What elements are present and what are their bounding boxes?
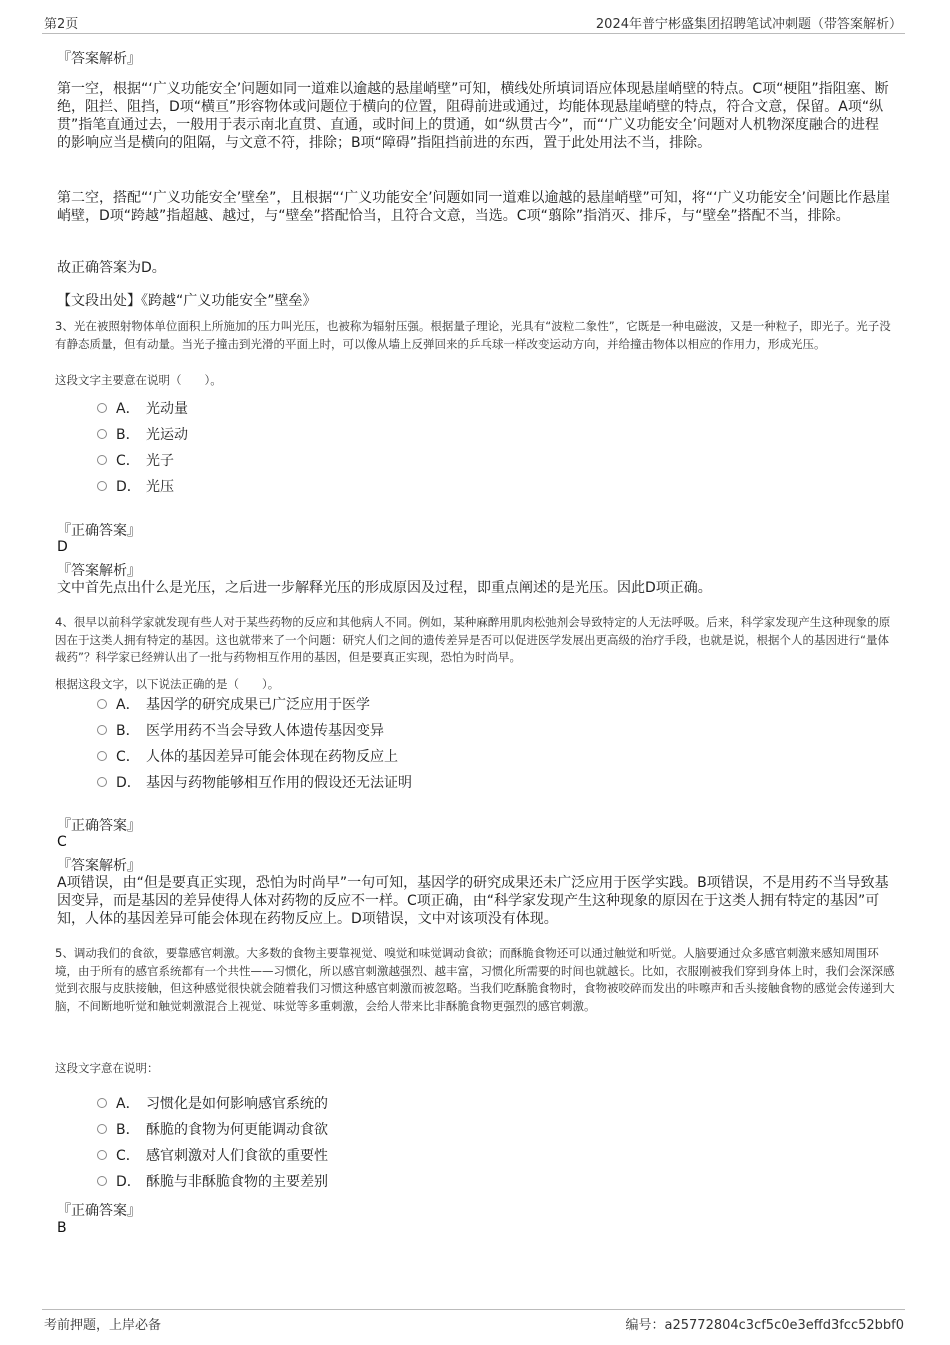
option-c[interactable]: C． 光子 xyxy=(97,451,174,471)
option-c[interactable]: C． 感官刺激对人们食欲的重要性 xyxy=(97,1146,328,1166)
analysis-paragraph: 第二空，搭配“‘广义功能安全’壁垒”，且根据“‘广义功能安全’问题如同一道难以逾越的悬崖峭壁”可知，将“‘广义功能安全’问题比作悬崖峭壁，D项“跨越”指超越、越过，与“壁垒”搭配恰当，且符合文意，当选。C项“翦除”指消灭、排斥，与“壁垒”搭配不当，排除。 xyxy=(57,190,890,224)
option-c[interactable]: C． 人体的基因差异可能会体现在药物反应上 xyxy=(97,747,398,767)
option-d[interactable]: D． 基因与药物能够相互作用的假设还无法证明 xyxy=(97,773,412,793)
option-a[interactable]: A． 光动量 xyxy=(97,399,188,419)
radio-icon[interactable] xyxy=(97,1124,107,1134)
radio-icon[interactable] xyxy=(97,1150,107,1160)
option-a[interactable]: A． 习惯化是如何影响感官系统的 xyxy=(97,1094,328,1114)
analysis-label: 『答案解析』 xyxy=(57,858,141,874)
footer-divider xyxy=(42,1309,905,1310)
radio-icon[interactable] xyxy=(97,429,107,439)
correct-answer-label: 『正确答案』 xyxy=(57,818,141,834)
option-d[interactable]: D． 光压 xyxy=(97,477,174,497)
radio-icon[interactable] xyxy=(97,725,107,735)
source-citation: 【文段出处】《跨越“广义功能安全”壁垒》 xyxy=(57,293,317,309)
option-b[interactable]: B． 光运动 xyxy=(97,425,188,445)
radio-icon[interactable] xyxy=(97,481,107,491)
radio-icon[interactable] xyxy=(97,751,107,761)
option-b[interactable]: B． 酥脆的食物为何更能调动食欲 xyxy=(97,1120,328,1140)
analysis-label: 『答案解析』 xyxy=(57,51,141,67)
radio-icon[interactable] xyxy=(97,455,107,465)
document-id: 编号：a25772804c3cf5c0e3effd3fcc52bbf0 xyxy=(625,1318,904,1333)
radio-icon[interactable] xyxy=(97,1176,107,1186)
footer-slogan: 考前押题，上岸必备 xyxy=(44,1318,162,1333)
analysis-paragraph: A项错误，由“但是要真正实现，恐怕为时尚早”一句可知，基因学的研究成果还未广泛应用于医学实践。B项错误，不是用药不当导致基因变异，而是基因的差异使得人体对药物的反应不一样。C项正确，由“科学家发现产生这种现象的原因在于这类人拥有特定的基因”可知，人体的基因差异可能会体现在药物反应上。D项错误，文中对该项没有体现。 xyxy=(57,875,889,927)
document-title: 2024年普宁彬盛集团招聘笔试冲刺题（带答案解析） xyxy=(595,17,902,32)
question-stem: 5、调动我们的食欲，要靠感官刺激。大多数的食物主要靠视觉、嗅觉和味觉调动食欲；而酥脆食物还可以通过触觉和听觉。人脑要通过众多感官刺激来感知周围环境，由于所有的感官系统都有一个共性——习惯化，所以感官刺激越强烈、越丰富，习惯化所需要的时间也就越长。比如，衣服刚被我们穿到身体上时，我们会深深感觉到衣服与皮肤接触，但这种感觉很快就会随着我们习惯这种感官刺激而被忽略。当我们吃酥脆食物时，食物被咬碎而发出的咔嚓声和舌头接触食物的感觉会传递到大脑，不间断地听觉和触觉刺激混合上视觉、味觉等多重刺激，会给人带来比非酥脆食物更强烈的感官刺激。 xyxy=(55,946,895,1013)
radio-icon[interactable] xyxy=(97,777,107,787)
radio-icon[interactable] xyxy=(97,1098,107,1108)
option-a[interactable]: A． 基因学的研究成果已广泛应用于医学 xyxy=(97,695,370,715)
question-stem: 3、光在被照射物体单位面积上所施加的压力叫光压，也被称为辐射压强。根据量子理论，光具有“波粒二象性”，它既是一种电磁波，又是一种粒子，即光子。光子没有静态质量，但有动量。当光子撞击到光滑的平面上时，可以像从墙上反弹回来的乒乓球一样改变运动方向，并给撞击物体以相应的作用力，形成光压。 xyxy=(55,319,891,351)
option-d[interactable]: D． 酥脆与非酥脆食物的主要差别 xyxy=(97,1172,328,1192)
question-prompt: 根据这段文字，以下说法正确的是（ ）。 xyxy=(55,677,280,691)
header-divider xyxy=(42,33,905,34)
question-prompt: 这段文字意在说明： xyxy=(55,1061,159,1075)
analysis-paragraph: 文中首先点出什么是光压，之后进一步解释光压的形成原因及过程，即重点阐述的是光压。因此D项正确。 xyxy=(57,580,712,596)
correct-answer-label: 『正确答案』 xyxy=(57,523,141,539)
page-number: 第2页 xyxy=(44,17,79,32)
correct-answer: D xyxy=(57,539,68,555)
analysis-paragraph: 第一空，根据“‘广义功能安全’问题如同一道难以逾越的悬崖峭壁”可知，横线处所填词语应体现悬崖峭壁的特点。C项“梗阻”指阻塞、断绝，阻拦、阻挡，D项“横亘”形容物体或问题位于横向的位置，阻碍前进或通过，均能体现悬崖峭壁的特点，符合文意，保留。A项“纵贯”指笔直通过去，一般用于表示南北直贯、直通，或时间上的贯通，如“纵贯古今”，而“‘广义功能安全’问题对人机物深度融合的进程的影响应当是横向的阻隔，与文意不符，排除；B项“障碍”指阻挡前进的东西，置于此处用法不当，排除。 xyxy=(57,81,889,151)
option-b[interactable]: B． 医学用药不当会导致人体遗传基因变异 xyxy=(97,721,384,741)
correct-answer-label: 『正确答案』 xyxy=(57,1203,141,1219)
question-stem: 4、很早以前科学家就发现有些人对于某些药物的反应和其他病人不同。例如，某种麻醉用肌肉松弛剂会导致特定的人无法呼吸。后来，科学家发现产生这种现象的原因在于这类人拥有特定的基因。这也就带来了一个问题：研究人们之间的遗传差异是否可以促进医学发展出更高级的治疗手段，也就是说，根据个人的基因进行“量体裁药”？科学家已经辨认出了一批与药物相互作用的基因，但是要真正实现，恐怕为时尚早。 xyxy=(55,615,891,664)
correct-answer: B xyxy=(57,1220,67,1236)
correct-answer: C xyxy=(57,834,67,850)
radio-icon[interactable] xyxy=(97,403,107,413)
radio-icon[interactable] xyxy=(97,699,107,709)
analysis-label: 『答案解析』 xyxy=(57,563,141,579)
question-prompt: 这段文字主要意在说明（ ）。 xyxy=(55,373,222,387)
answer-conclusion: 故正确答案为D。 xyxy=(57,260,166,276)
